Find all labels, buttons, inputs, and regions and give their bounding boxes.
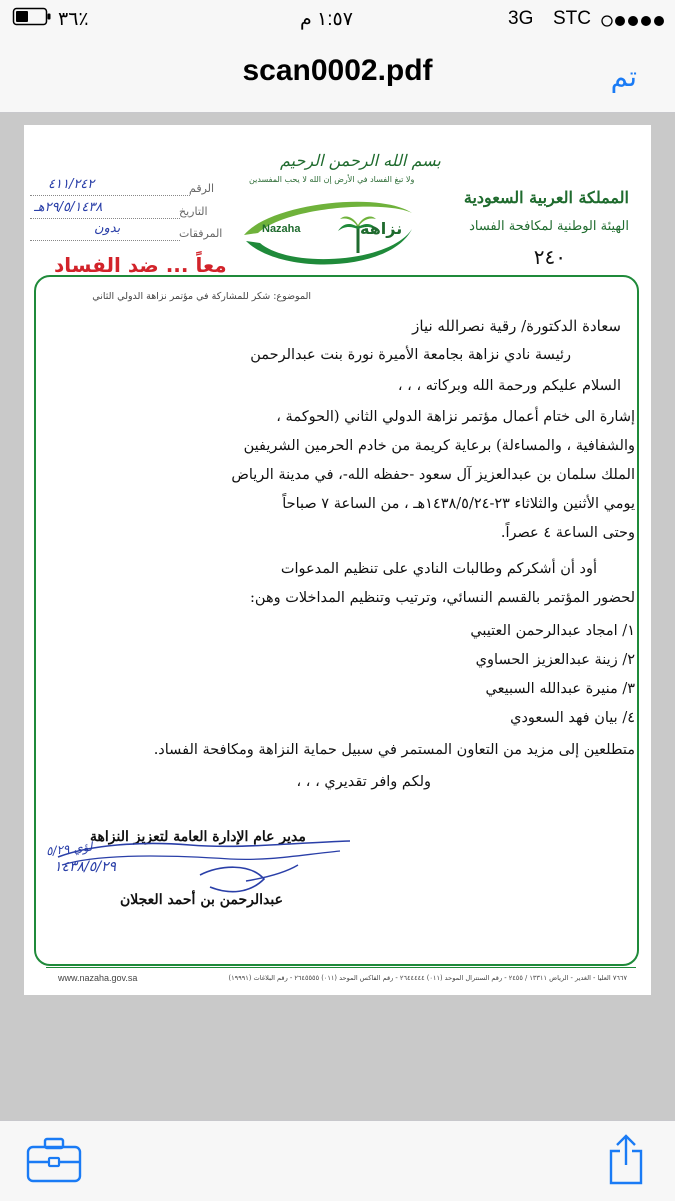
paragraph-line: لحضور المؤتمر بالقسم النسائي، وترتيب وتنظيم المداخلات وهن: [250, 590, 635, 606]
list-item: ١/ امجاد عبدالرحمن العتيبي [470, 623, 635, 639]
paragraph-line: يومي الأثنين والثلاثاء ٢٣-١٤٣٨/٥/٢٤هـ ، من الساعة ٧ صباحاً [282, 496, 635, 512]
network-type: 3G [508, 8, 534, 29]
briefcase-icon[interactable] [24, 1135, 84, 1185]
recipient-title: رئيسة نادي نزاهة بجامعة الأميرة نورة بنت عبدالرحمن [250, 347, 571, 363]
navigation-bar [0, 40, 675, 113]
carrier-name: STC [553, 8, 591, 29]
status-bar [0, 0, 675, 40]
margin-note: لؤي ٥/٢٩ [45, 839, 94, 859]
greeting: السلام عليكم ورحمة الله وبركاته ، ، ، [397, 378, 621, 394]
salutation: سعادة الدكتورة/ رقية نصرالله نياز [412, 317, 621, 335]
logo-text-en: Nazaha [262, 223, 301, 235]
date-label: التاريخ [179, 205, 208, 218]
signer-name: عبدالرحمن بن أحمد العجلان [120, 892, 283, 908]
logo-text-ar: نزاهة [360, 219, 403, 238]
signer-title: مدير عام الإدارة العامة لتعزيز النزاهة [90, 829, 306, 845]
attachments-label: المرفقات [179, 227, 223, 240]
ref-label: الرقم [189, 182, 215, 195]
document-number-stamp: ٢٤٠ [533, 245, 566, 269]
battery-icon [12, 6, 52, 34]
paragraph-line: أود أن أشكركم وطالبات النادي على تنظيم المدعوات [280, 561, 597, 577]
quran-motto: ولا تبغ الفساد في الأرض إن الله لا يحب المفسدين [249, 175, 415, 184]
closing-line: متطلعين إلى مزيد من التعاون المستمر في سبيل حماية النزاهة ومكافحة الفساد. [153, 742, 635, 758]
list-item: ٣/ منيرة عبدالله السبيعي [485, 681, 635, 697]
country-name: المملكة العربية السعودية [463, 188, 629, 207]
paragraph-line: إشارة الى ختام أعمال مؤتمر نزاهة الدولي الثاني (الحوكمة ، [276, 409, 635, 425]
pdf-page [24, 125, 651, 995]
paragraph-line: الملك سلمان بن عبدالعزيز آل سعود -حفظه الله-، في مدينة الرياض [231, 467, 635, 483]
list-item: ٤/ بيان فهد السعودي [510, 710, 635, 726]
pdf-viewer[interactable] [0, 113, 675, 1120]
paragraph-line: والشفافية ، والمساءلة) برعاية كريمة من خادم الحرمين الشريفين [243, 438, 635, 454]
basmala-calligraphy: بسم الله الرحمن الرحيم [280, 151, 441, 170]
bottom-toolbar [0, 1120, 675, 1201]
attachments-value: بدون [94, 221, 121, 236]
date-value: ٢٩/٥/١٤٣٨هـ [34, 200, 103, 215]
subject-line: الموضوع: شكر للمشاركة في مؤتمر نزاهة الدولي الثاني [92, 291, 311, 302]
footer-url: www.nazaha.gov.sa [58, 973, 138, 983]
list-item: ٢/ زينة عبدالعزيز الحساوي [475, 652, 635, 668]
ref-value: ٤١١/٢٤٢ [48, 177, 95, 192]
share-icon[interactable] [606, 1133, 646, 1187]
document-title: scan0002.pdf [242, 54, 433, 87]
signal-strength-icon [601, 12, 667, 34]
regards-line: ولكم وافر تقديري ، ، ، [296, 774, 431, 790]
footer-rule [46, 967, 636, 968]
handwritten-date: ١٤٣٨/٥/٢٩ [54, 859, 117, 875]
slogan: معاً ... ضد الفساد [54, 253, 227, 277]
clock: ١:٥٧ م [300, 9, 353, 30]
battery-percent: ٪٣٦ [58, 9, 89, 30]
paragraph-line: وحتى الساعة ٤ عصراً. [500, 525, 635, 541]
authority-name: الهيئة الوطنية لمكافحة الفساد [469, 219, 629, 234]
done-button[interactable]: تم [610, 60, 637, 93]
footer-address: ٧٦٦٧ العليا - الغدير - الرياض ١٣٣١١ / ٢٤٥٥ - رقم السنترال الموحد (٠١١) ٢٦٤٤٤٤٤ - رقم الفاكس الموحد (٠١١) ٢٦٤٥٥٥٥ - رقم البلاغات (١٩٩٩١) [228, 974, 627, 982]
